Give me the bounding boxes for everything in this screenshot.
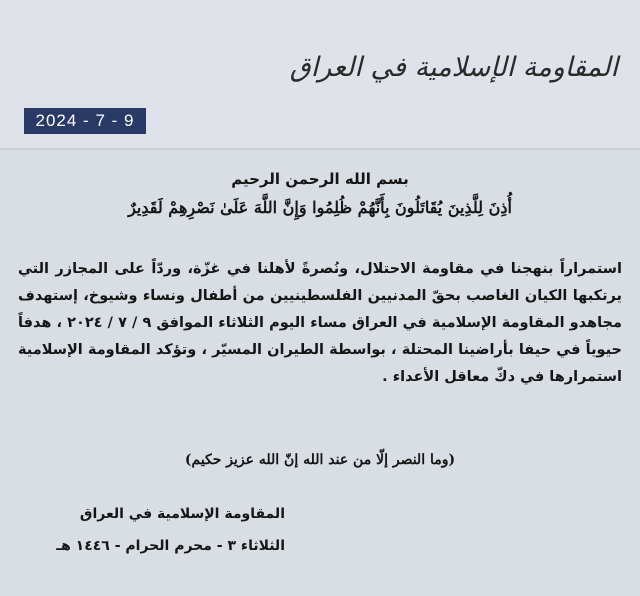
quran-verse: أُذِنَ لِلَّذِينَ يُقَاتَلُونَ بِأَنَّهُمْ ظُلِمُوا وَإِنَّ اللَّهَ عَلَىٰ نَصْرِهِمْ لَقَدِيرٌ — [128, 198, 512, 217]
closing-verse: (وما النصر إلّا من عند الله إنّ الله عزيز حكيم) — [184, 452, 456, 468]
date-badge: 2024 - 7 - 9 — [24, 108, 146, 134]
statement-paragraph: استمراراً بنهجنا في مقاومة الاحتلال، ونُصرةً لأهلنا في غزّة، وردّاً على المجازر التي يرتكبها الكيان الغاصب بحقّ المدنيين الفلسطينيين من أطفال ونساء وشيوخ، إستهدف مجاهدو المقاومة الإسلامية في العراق مساء اليوم الثلاثاء الموافق ٩ / ٧ / ٢٠٢٤ ، هدفاً حيوياً في حيفا بأراضينا المحتلة ، بواسطة الطيران المسيّر ، وتؤكد المقاومة الإسلامية استمرارها في دكّ معاقل الأعداء . — [18, 261, 622, 385]
basmala: بسم الله الرحمن الرحيم — [231, 170, 409, 188]
signature-block — [56, 498, 285, 562]
signature: المقاومة الإسلامية في العراق — [79, 506, 285, 522]
statement-body — [0, 150, 640, 596]
logo: المقاومة الإسلامية في العراق — [289, 52, 618, 83]
hijri-date: الثلاثاء ٣ - محرم الحرام - ١٤٤٦ هـ — [56, 538, 285, 554]
header — [0, 0, 640, 148]
